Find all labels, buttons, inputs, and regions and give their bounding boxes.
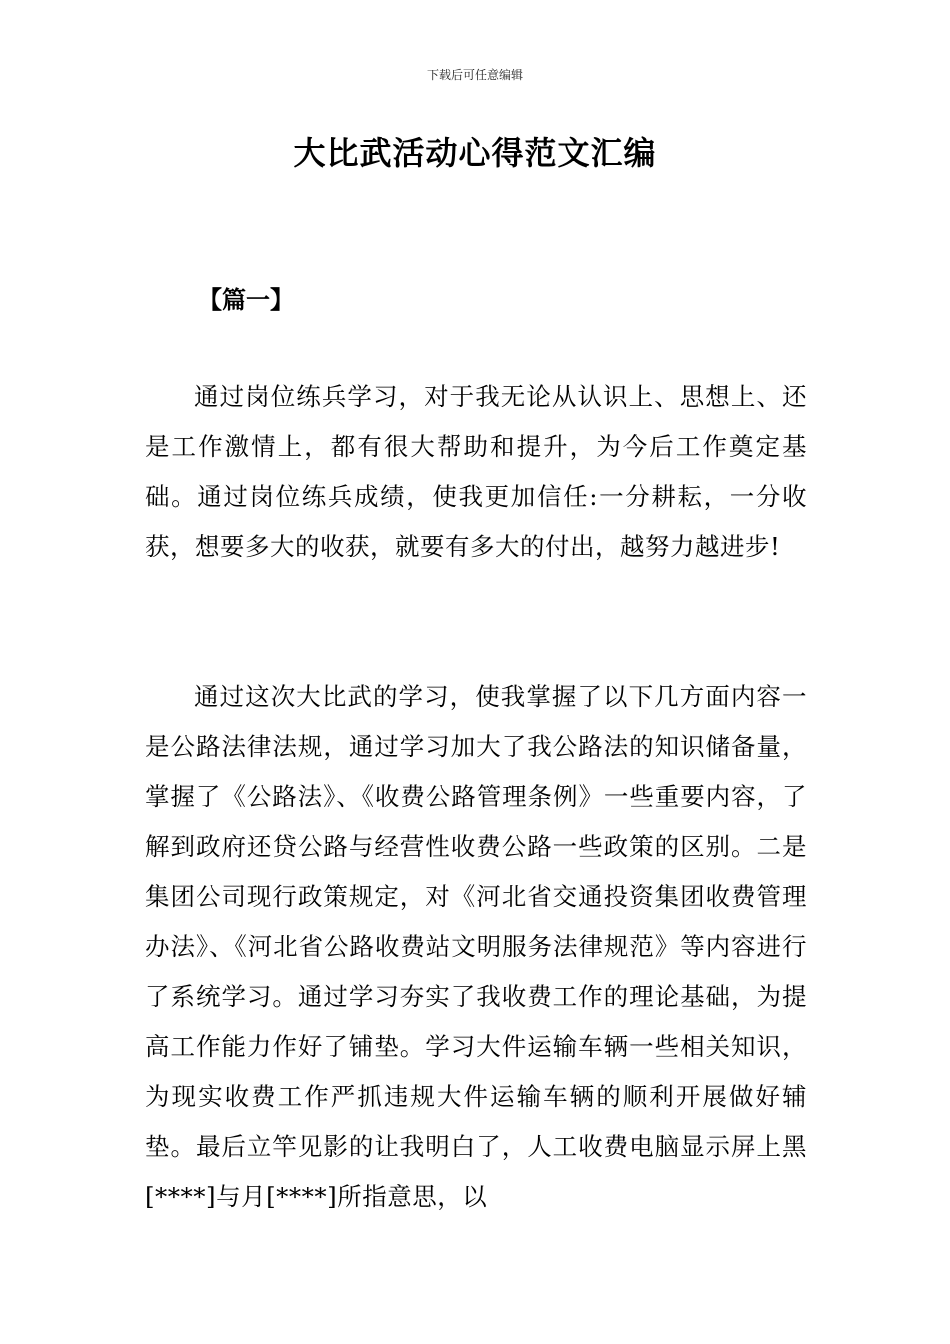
paragraph-1: 通过岗位练兵学习，对于我无论从认识上、思想上、还是工作激情上，都有很大帮助和提升，为今后工作奠定基础。通过岗位练兵成绩，使我更加信任:一分耕耘，一分收获，想要多大的收获，就要有多大的付出，越努力越进步! <box>145 382 807 561</box>
paragraph-2: 通过这次大比武的学习，使我掌握了以下几方面内容一是公路法律法规，通过学习加大了我公路法的知识储备量，掌握了《公路法》、《收费公路管理条例》一些重要内容，了解到政府还贷公路与经营性收费公路一些政策的区别。二是集团公司现行政策规定，对《河北省交通投资集团收费管理办法》、《河北省公路收费站文明服务法律规范》等内容进行了系统学习。通过学习夯实了我收费工作的理论基础，为提高工作能力作好了铺垫。学习大件运输车辆一些相关知识，为现实收费工作严抓违规大件运输车辆的顺利开展做好辅垫。最后立竿见影的让我明白了，人工收费电脑显示屏上黑[****]与月[****]所指意思，以 <box>145 682 807 1211</box>
document-title: 大比武活动心得范文汇编 <box>293 134 657 172</box>
header-note: 下载后可任意编辑 <box>426 68 523 82</box>
section-label: 【篇一】 <box>198 286 294 314</box>
